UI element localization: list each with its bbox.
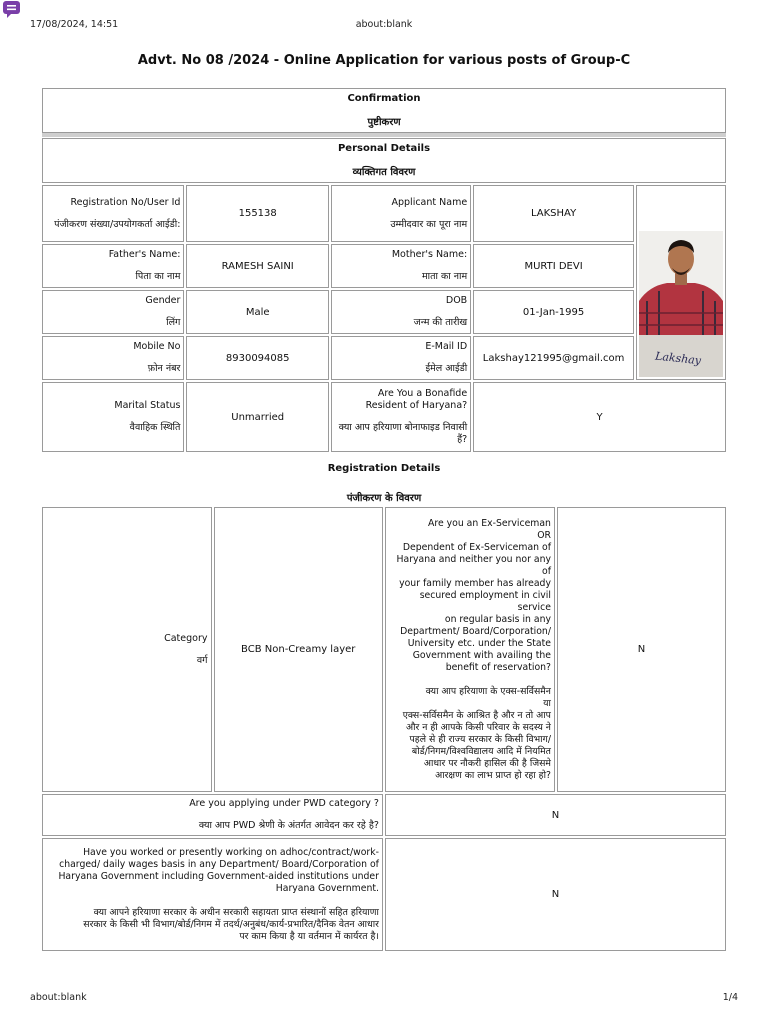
bonafide-label: Are You a Bonafide Resident of Haryana? क्या आप हरियाणा बोनाफाइड निवासी हैं? — [331, 382, 471, 452]
registration-details-heading-hi: पंजीकरण के विवरण — [346, 493, 422, 504]
marital-status-label: Marital Status वैवाहिक स्थिति — [42, 382, 184, 452]
label-line: बोर्ड/निगम/विश्वविद्यालय आदि में नियमित — [411, 745, 551, 757]
email-value: Lakshay121995@gmail.com — [473, 336, 634, 380]
label-line: क्या आप हरियाणा के एक्स-सर्विसमैन — [425, 685, 551, 697]
mother-name-value: MURTI DEVI — [473, 244, 634, 288]
label-line: Have you worked or presently working on adhoc/contract/work- — [83, 846, 379, 858]
label-line: secured employment in civil service — [419, 589, 551, 613]
label-line: Department/ Board/Corporation/ — [400, 625, 551, 637]
label-line: University etc. under the State — [407, 637, 551, 649]
pwd-value: N — [385, 794, 726, 836]
registration-value: 155138 — [186, 185, 329, 242]
label-line: और न ही आपके किसी परिवार के सदस्य ने — [405, 721, 551, 733]
label-line: क्या आपने हरियाणा सरकार के अधीन सरकारी सहायता प्राप्त संस्थानों सहित हरियाणा — [93, 906, 379, 918]
svg-text:Lakshay: Lakshay — [654, 349, 702, 368]
photo-cell — [636, 185, 726, 380]
registration-label: Registration No/User Id पंजीकरण संख्या/उपयोगकर्ता आईडी: — [42, 185, 184, 242]
label-line: आधार पर नौकरी हासिल की है जिसमे — [423, 757, 551, 769]
category-label: Category वर्ग — [42, 507, 212, 792]
print-url-top: about:blank — [355, 19, 413, 30]
mobile-label: Mobile No फ़ोन नंबर — [42, 336, 184, 380]
chat-icon[interactable] — [2, 0, 21, 19]
page-title: Advt. No 08 /2024 - Online Application for various posts of Group-C — [137, 53, 631, 68]
mobile-value: 8930094085 — [186, 336, 329, 380]
gender-value: Male — [186, 290, 329, 334]
ex-serviceman-label — [385, 507, 555, 792]
label-line: पर काम किया है या वर्तमान में कार्यरत है। — [239, 930, 379, 942]
label-line: OR — [537, 529, 551, 541]
bonafide-value: Y — [473, 382, 726, 452]
label-line: Haryana Government including Government-aided institutions under — [58, 870, 379, 882]
mother-name-label: Mother's Name: माता का नाम — [331, 244, 471, 288]
personal-details-heading: Personal Details — [337, 143, 431, 154]
label-line: Dependent of Ex-Serviceman of — [402, 541, 551, 553]
pwd-label: Are you applying under PWD category ? क्या आप PWD श्रेणी के अंतर्गत आवेदन कर रहे है? — [42, 794, 383, 836]
applicant-signature — [639, 335, 723, 377]
father-name-value: RAMESH SAINI — [186, 244, 329, 288]
father-name-label: Father's Name: पिता का नाम — [42, 244, 184, 288]
label-line: पहले से ही राज्य सरकार के किसी विभाग/ — [409, 733, 551, 745]
label-line: Haryana and neither you nor any of — [396, 553, 551, 577]
print-url-bottom: about:blank — [30, 992, 87, 1003]
dob-label: DOB जन्म की तारीख — [331, 290, 471, 334]
applicant-name-value: LAKSHAY — [473, 185, 634, 242]
category-value: BCB Non-Creamy layer — [214, 507, 383, 792]
personal-details-table — [40, 136, 728, 454]
label-line: your family member has already — [399, 577, 551, 589]
label-line: सरकार के किसी भी विभाग/बोर्ड/निगम में तदर्थ/अनुबंध/कार्य-प्रभारित/दैनिक वेतन आधार — [83, 918, 379, 930]
applicant-photo — [639, 231, 723, 335]
page-count: 1/4 — [722, 992, 738, 1003]
gender-label: Gender लिंग — [42, 290, 184, 334]
label-line: charged/ daily wages basis in any Department/ Board/Corporation of — [59, 858, 379, 870]
ex-serviceman-value: N — [557, 507, 726, 792]
applicant-name-label: Applicant Name उम्मीदवार का पूरा नाम — [331, 185, 471, 242]
label-line: या — [543, 697, 551, 709]
label-line: Government with availing the — [412, 649, 551, 661]
label-line: on regular basis in any — [444, 613, 551, 625]
label-line: आरक्षण का लाभ प्राप्त हो रहा हो? — [435, 769, 551, 781]
label-line: Are you an Ex-Serviceman — [427, 517, 551, 529]
email-label: E-Mail ID ईमेल आईडी — [331, 336, 471, 380]
adhoc-label — [42, 838, 383, 951]
confirmation-heading-hi: पुष्टीकरण — [367, 117, 401, 128]
print-datetime: 17/08/2024, 14:51 — [30, 19, 119, 30]
label-line: एक्स-सर्विसमैन के आश्रित है और न तो आप — [402, 709, 551, 721]
adhoc-value: N — [385, 838, 726, 951]
confirmation-heading: Confirmation — [347, 93, 421, 104]
label-line: Haryana Government. — [275, 882, 379, 894]
label-line: benefit of reservation? — [445, 661, 551, 673]
marital-status-value: Unmarried — [186, 382, 329, 452]
personal-details-heading-hi: व्यक्तिगत विवरण — [352, 167, 416, 178]
registration-details-heading: Registration Details — [327, 463, 441, 474]
dob-value: 01-Jan-1995 — [473, 290, 634, 334]
registration-details-table — [40, 505, 728, 953]
confirmation-section — [40, 86, 728, 135]
